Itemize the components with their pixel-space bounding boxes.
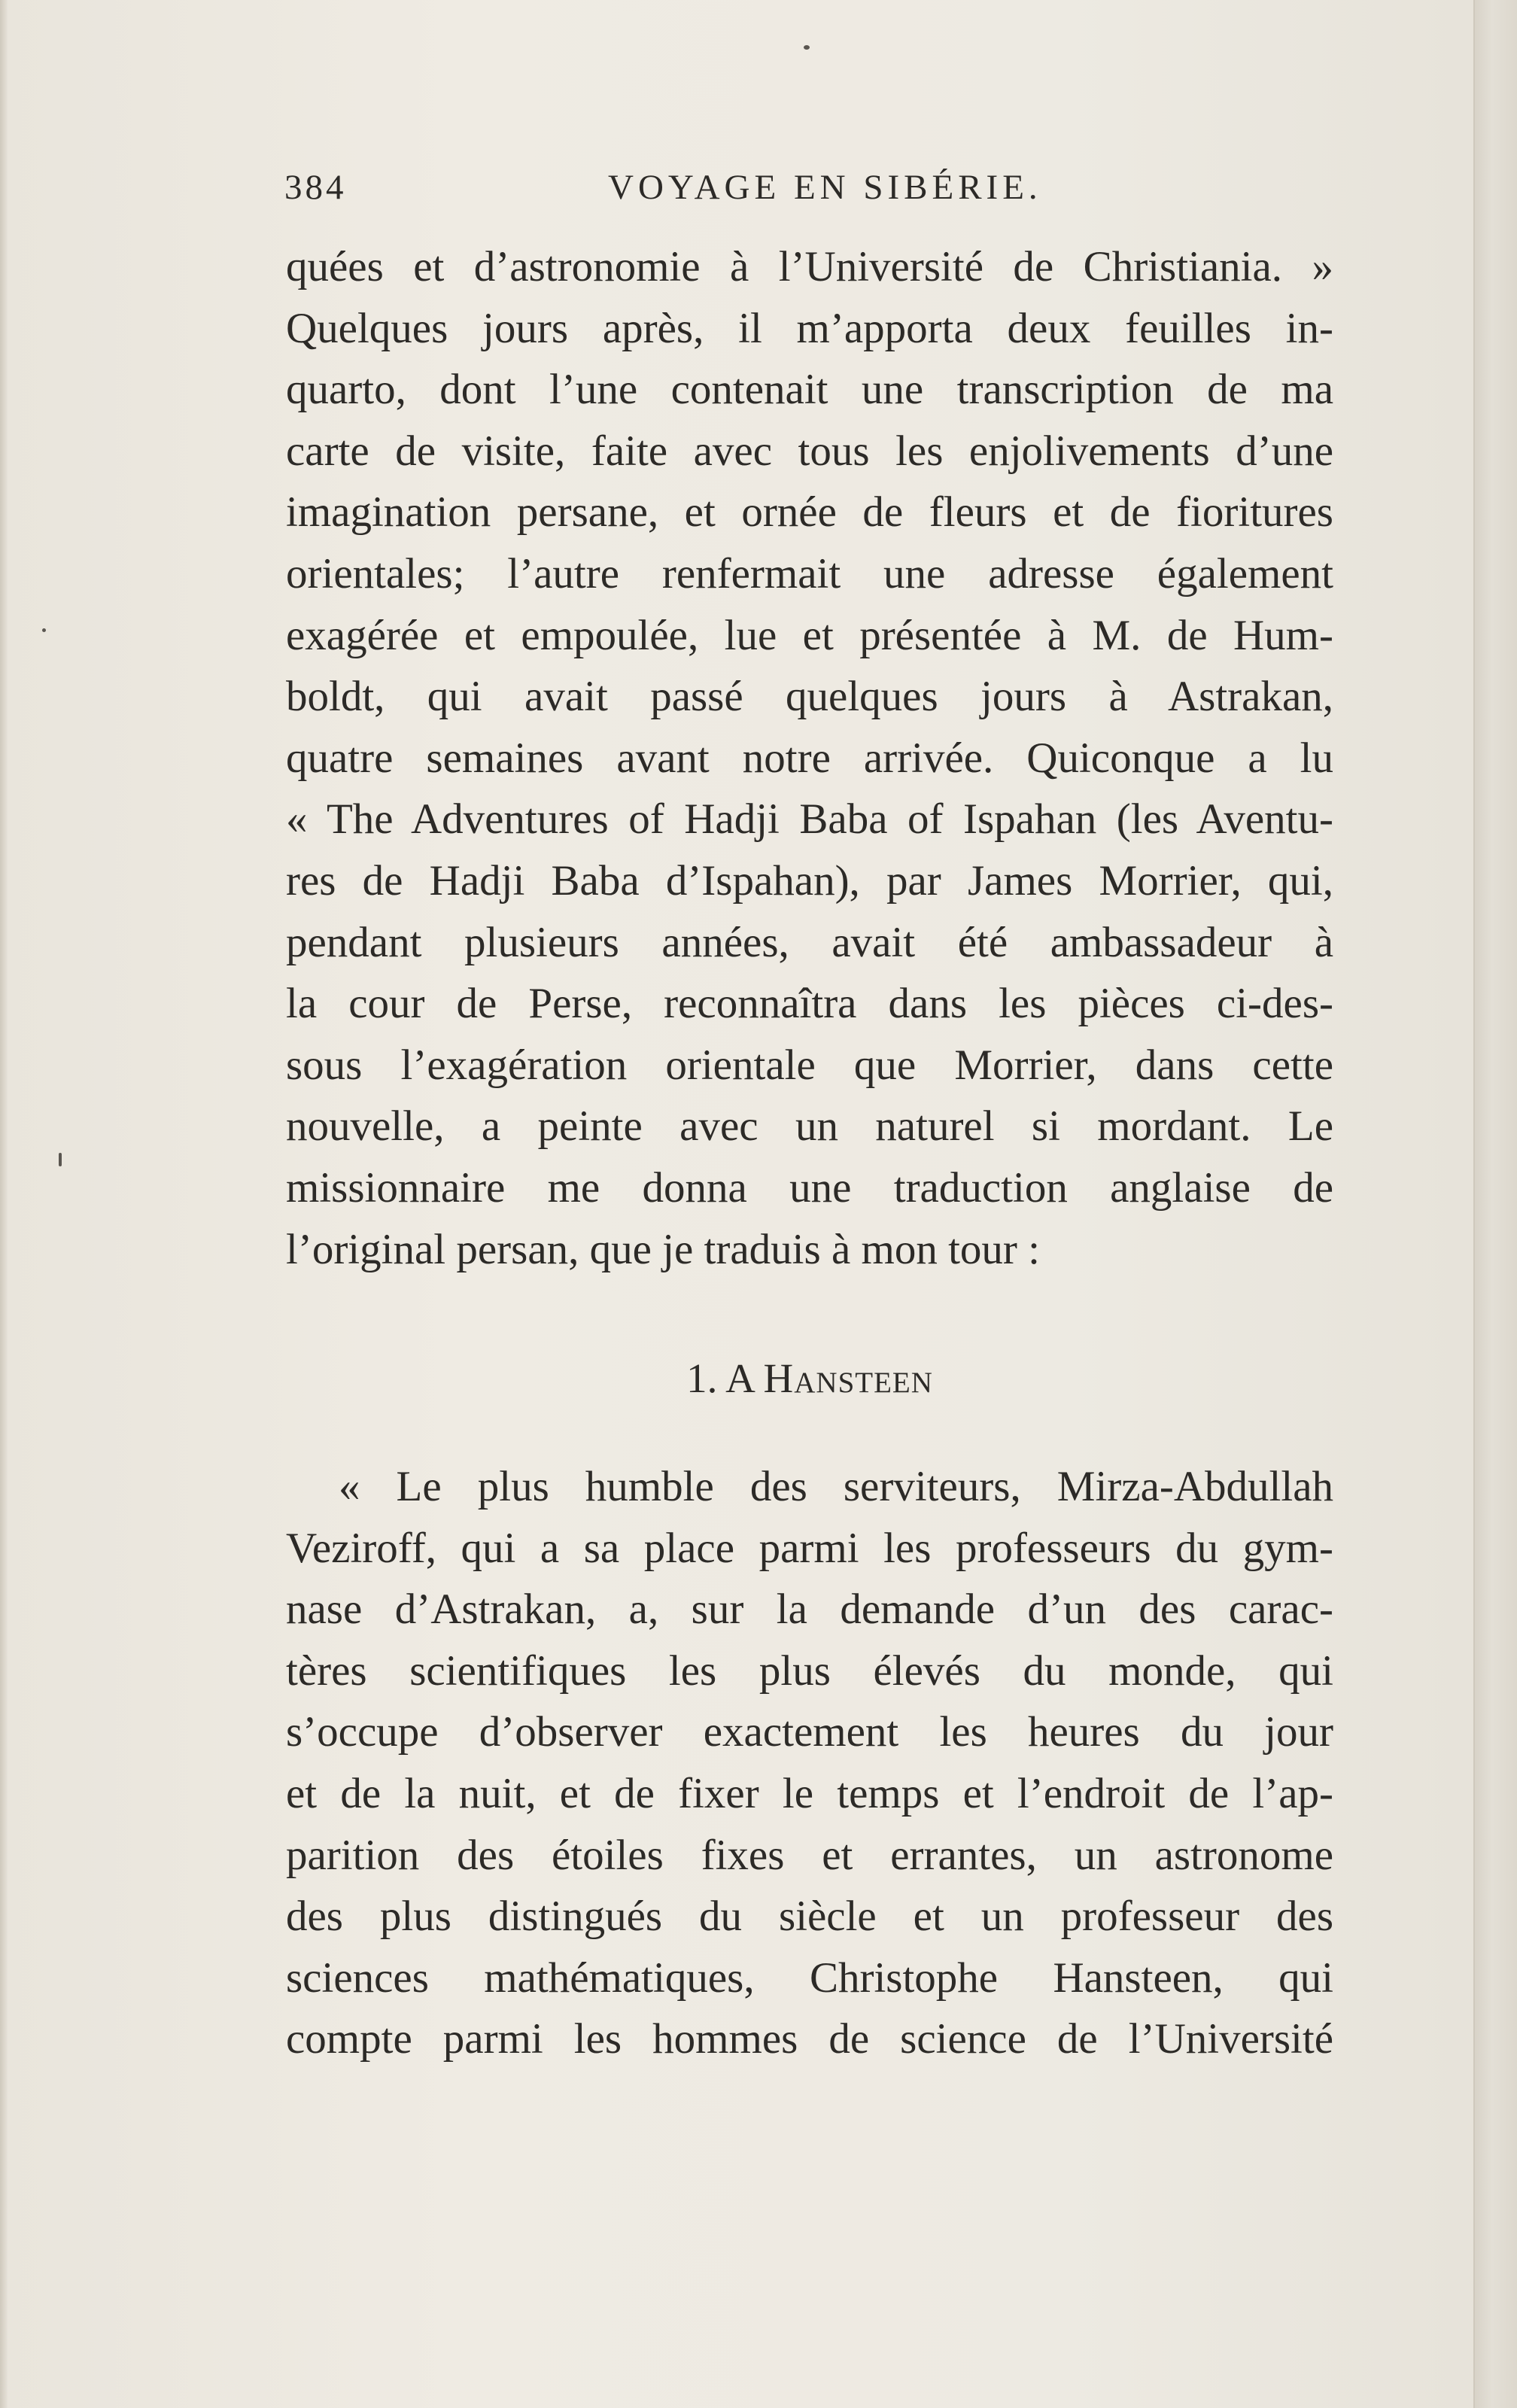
text-line: carte de visite, faite avec tous les enjolivements d’une xyxy=(286,427,1333,475)
running-title: VOYAGE EN SIBÉRIE. xyxy=(608,168,1042,207)
page-number: 384 xyxy=(284,168,347,207)
text-line: la cour de Perse, reconnaîtra dans les pièces ci-des- xyxy=(286,980,1333,1028)
text-line: « The Adventures of Hadji Baba of Ispahan (les Aventu- xyxy=(286,795,1333,844)
running-header xyxy=(284,167,1330,215)
section-name: Hansteen xyxy=(763,1355,933,1401)
text-line: des plus distingués du siècle et un professeur des xyxy=(286,1893,1333,1941)
text-line: et de la nuit, et de fixer le temps et l’endroit de l’ap- xyxy=(286,1769,1333,1817)
page-left-edge xyxy=(0,0,8,2408)
text-line: nase d’Astrakan, a, sur la demande d’un des carac- xyxy=(286,1586,1333,1634)
text-line: quarto, dont l’une contenait une transcription de ma xyxy=(286,366,1333,414)
section-number: 1. xyxy=(686,1355,718,1401)
text-line: nouvelle, a peinte avec un naturel si mordant. Le xyxy=(286,1102,1333,1151)
text-line: Veziroff, qui a sa place parmi les professeurs du gym- xyxy=(286,1524,1333,1572)
text-line: quatre semaines avant notre arrivée. Quiconque a lu xyxy=(286,734,1333,782)
text-line: tères scientifiques les plus élevés du monde, qui xyxy=(286,1646,1333,1695)
text-line: parition des étoiles fixes et errantes, un astronome xyxy=(286,1831,1333,1879)
text-line: sous l’exagération orientale que Morrier, dans cette xyxy=(286,1041,1333,1089)
ink-speck xyxy=(42,628,46,632)
text-line: boldt, qui avait passé quelques jours à Astrakan, xyxy=(286,673,1333,721)
text-line: exagérée et empoulée, lue et présentée à M. de Hum- xyxy=(286,611,1333,659)
text-line: pendant plusieurs années, avait été ambassadeur à xyxy=(286,918,1333,966)
text-line: missionnaire me donna une traduction anglaise de xyxy=(286,1163,1333,1212)
section-heading xyxy=(286,1354,1333,1402)
ink-speck xyxy=(59,1153,62,1166)
paragraph-1 xyxy=(286,236,1333,1280)
text-line: quées et d’astronomie à l’Université de Christiania. » xyxy=(286,243,1333,290)
page-right-edge xyxy=(1473,0,1517,2408)
text-line: res de Hadji Baba d’Ispahan), par James Morrier, qui, xyxy=(286,856,1333,905)
text-line: imagination persane, et ornée de fleurs et de fioritures xyxy=(286,488,1333,537)
text-line: orientales; l’autre renfermait une adresse également xyxy=(286,549,1333,597)
text-line: compte parmi les hommes de science de l’Université xyxy=(286,2015,1333,2063)
section-prefix: A xyxy=(725,1355,753,1401)
text-line: « Le plus humble des serviteurs, Mirza-Abdullah xyxy=(339,1463,1333,1510)
text-line: sciences mathématiques, Christophe Hansteen, qui xyxy=(286,1953,1333,2002)
text-line: Quelques jours après, il m’apporta deux feuilles in- xyxy=(286,304,1333,352)
paragraph-2 xyxy=(286,1456,1333,2070)
text-line: l’original persan, que je traduis à mon tour : xyxy=(286,1225,1040,1273)
text-line: s’occupe d’observer exactement les heures du jour xyxy=(286,1708,1333,1756)
ink-speck xyxy=(804,45,810,50)
